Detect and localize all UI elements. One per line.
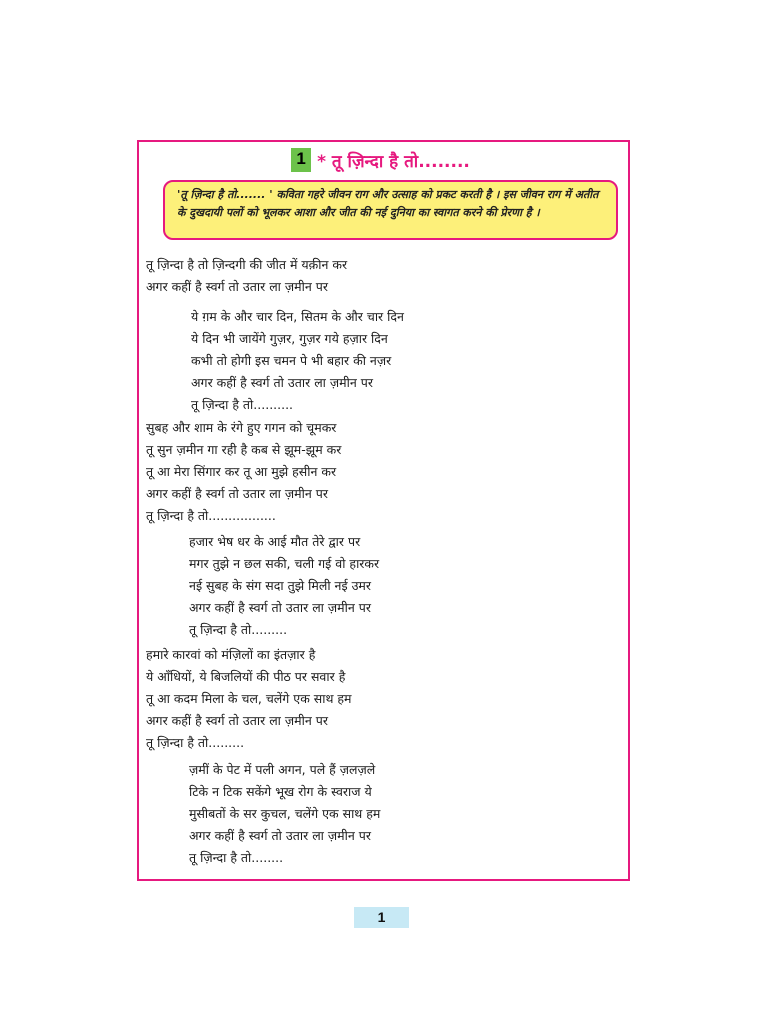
poem-line: तू आ कदम मिला के चल, चलेंगे एक साथ हम — [146, 691, 352, 706]
page-number: 1 — [354, 907, 409, 928]
poem-line: तू ज़िन्दा है तो......... — [189, 622, 288, 637]
poem-line: तू ज़िन्दा है तो................. — [146, 508, 276, 523]
poem-line: ये ग़म के और चार दिन, सितम के और चार दिन — [191, 309, 404, 324]
poem-title: * तू ज़िन्दा है तो........ — [317, 151, 470, 172]
poem-line: तू आ मेरा सिंगार कर तू आ मुझे हसीन कर — [146, 464, 337, 479]
poem-line: अगर कहीं है स्वर्ग तो उतार ला ज़मीन पर — [189, 600, 371, 615]
poem-line: तू ज़िन्दा है तो......... — [146, 735, 245, 750]
intro-box: 'तू ज़िन्दा है तो....... ' कविता गहरे जीवन राग और उत्साह को प्रकट करती है । इस जीवन राग में अतीत के दुखदायी पलों को भूलकर आशा और जीत की नई दुनिया का स्वागत करने की प्रेरणा है । — [163, 180, 618, 240]
poem-line: ये आँधियों, ये बिजलियों की पीठ पर सवार है — [146, 669, 346, 684]
poem-line: कभी तो होगी इस चमन पे भी बहार की नज़र — [191, 353, 392, 368]
poem-line: हमारे कारवां को मंज़िलों का इंतज़ार है — [146, 647, 316, 662]
poem-line: ये दिन भी जायेंगे गुज़र, गुज़र गये हज़ार दिन — [191, 331, 388, 346]
poem-line: तू ज़िन्दा है तो ज़िन्दगी की जीत में यक़ीन कर — [146, 257, 348, 272]
poem-frame — [137, 140, 630, 881]
poem-line: मुसीबतों के सर कुचल, चलेंगे एक साथ हम — [189, 806, 381, 821]
poem-line: टिके न टिक सकेंगे भूख रोग के स्वराज ये — [189, 784, 372, 799]
poem-line: अगर कहीं है स्वर्ग तो उतार ला ज़मीन पर — [189, 828, 371, 843]
poem-line: अगर कहीं है स्वर्ग तो उतार ला ज़मीन पर — [146, 713, 328, 728]
poem-number-badge: 1 — [291, 148, 311, 172]
poem-body — [139, 142, 628, 879]
poem-line: तू सुन ज़मीन गा रही है कब से झूम-झूम कर — [146, 442, 342, 457]
poem-line: तू ज़िन्दा है तो.......... — [191, 397, 294, 412]
poem-line: मगर तुझे न छल सकी, चली गई वो हारकर — [189, 556, 380, 571]
poem-line: नई सुबह के संग सदा तुझे मिली नई उमर — [189, 578, 372, 593]
poem-line: हजार भेष धर के आई मौत तेरे द्वार पर — [189, 534, 361, 549]
poem-line: सुबह और शाम के रंगे हुए गगन को चूमकर — [146, 420, 337, 435]
poem-line: अगर कहीं है स्वर्ग तो उतार ला ज़मीन पर — [191, 375, 373, 390]
poem-line: ज़मीं के पेट में पली अगन, पले हैं ज़लज़ले — [189, 762, 376, 777]
poem-line: अगर कहीं है स्वर्ग तो उतार ला ज़मीन पर — [146, 486, 328, 501]
poem-line: तू ज़िन्दा है तो........ — [189, 850, 284, 865]
poem-line: अगर कहीं है स्वर्ग तो उतार ला ज़मीन पर — [146, 279, 328, 294]
